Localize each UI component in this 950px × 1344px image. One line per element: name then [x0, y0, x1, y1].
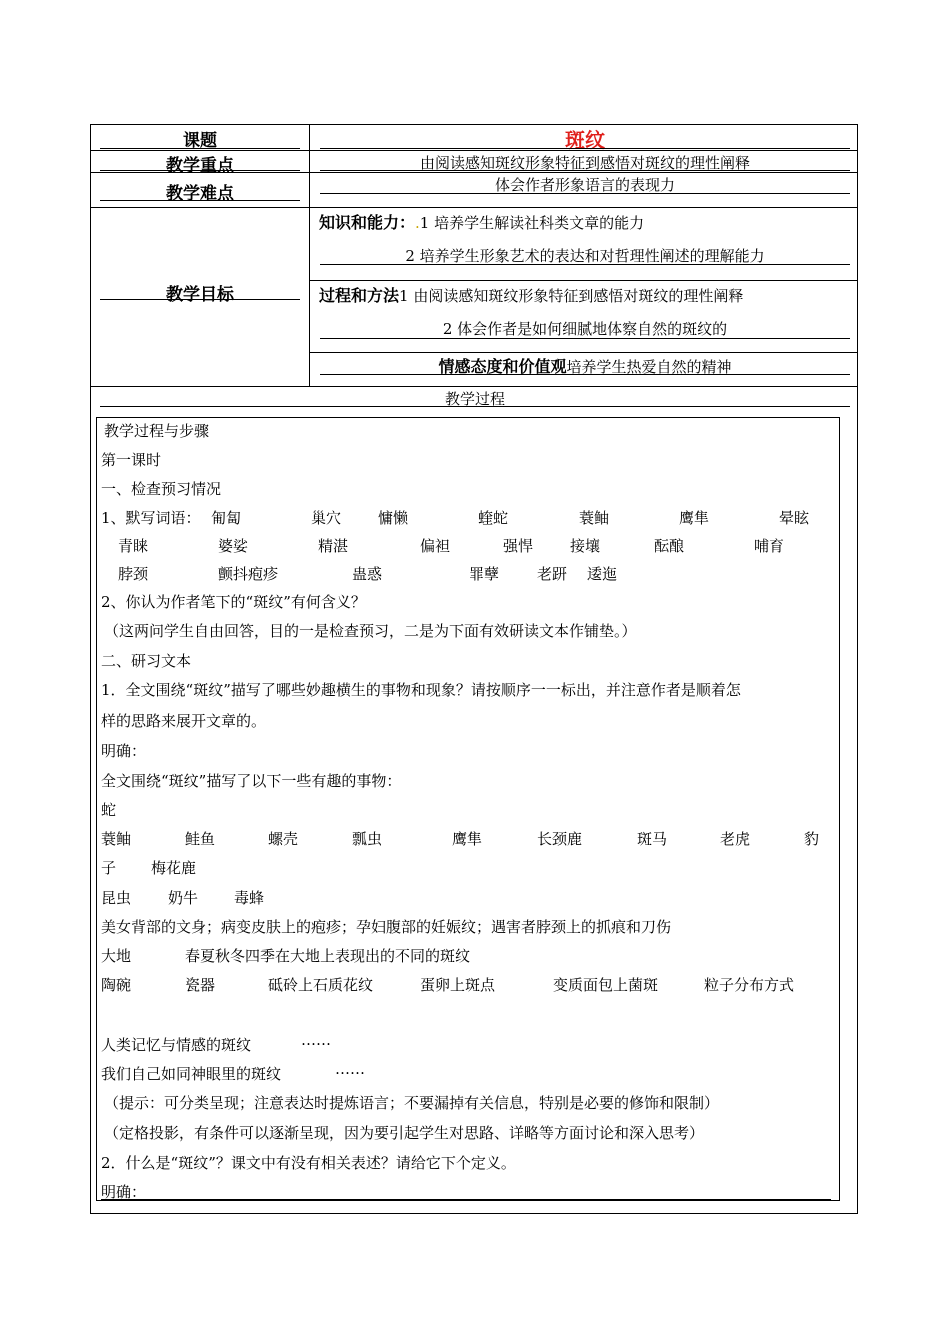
object-item: 瓷器: [185, 976, 216, 994]
question-2: 2、你认为作者笔下的“斑纹”有何含义？: [101, 593, 366, 611]
vocab-word: 巢穴: [311, 509, 342, 527]
underline: [100, 148, 300, 149]
ellipsis: ……: [335, 1060, 365, 1078]
human-items: 美女背部的文身；病变皮肤上的疱疹；孕妇腹部的妊娠纹；遇害者脖颈上的抓痕和刀伤: [101, 918, 672, 936]
object-item: 粒子分布方式: [704, 976, 795, 994]
vocab-word: 强悍: [503, 537, 534, 555]
vocab-word: 酝酿: [654, 537, 685, 555]
emotion-value: 培养学生热爱自然的精神: [566, 358, 732, 376]
underline: [320, 374, 850, 375]
vocab-word: 蛊惑: [352, 565, 383, 583]
question-3-line-1: 1．全文围绕“斑纹”描写了哪些妙趣横生的事物和现象？请按顺序一一标出，并注意作者是顺着怎: [101, 681, 741, 699]
vocab-word: 蝰蛇: [478, 509, 509, 527]
row-divider: [309, 352, 858, 353]
knowledge-item-2: 2 培养学生形象艺术的表达和对哲理性阐述的理解能力: [405, 247, 765, 265]
vocab-word: 偏袒: [420, 537, 451, 555]
section-1-heading: 一、检查预习情况: [101, 480, 222, 498]
answer-underline: [101, 1199, 831, 1200]
animal-item: 长颈鹿: [537, 830, 583, 848]
question-4: 2．什么是“斑纹”？课文中有没有相关表述？请给它下个定义。: [101, 1154, 516, 1172]
underline: [100, 299, 300, 300]
vocab-word: 逶迤: [587, 565, 618, 583]
vocab-word: 颤抖疱疹: [218, 565, 279, 583]
vocab-word: 晕眩: [779, 509, 810, 527]
goals-label: 教学目标: [166, 285, 234, 305]
emotion-label: 情感态度和价值观: [438, 357, 567, 376]
steps-title: 教学过程与步骤: [104, 422, 210, 440]
difficulty-value: 体会作者形象语言的表现力: [494, 176, 675, 194]
topic-value: 斑纹: [565, 128, 605, 152]
snake-item: 蛇: [101, 801, 117, 819]
process-header: 教学过程: [444, 390, 505, 408]
animal-item: 梅花鹿: [151, 859, 197, 877]
projection-note: （定格投影，有条件可以逐渐呈现，因为要引起学生对思路、详略等方面讨论和深入思考）: [104, 1124, 705, 1142]
underline: [320, 148, 850, 149]
underline: [320, 193, 850, 194]
ellipsis: ……: [301, 1031, 331, 1049]
vocab-word: 青睐: [118, 537, 149, 555]
lesson-period: 第一课时: [101, 451, 162, 469]
note-1: （这两问学生自由回答，目的一是检查预习，二是为下面有效研读文本作铺垫。）: [104, 622, 637, 640]
underline: [100, 406, 850, 407]
animal-item: 螺壳: [268, 830, 299, 848]
earth-value: 春夏秋冬四季在大地上表现出的不同的斑纹: [185, 947, 471, 965]
process-line-1: [319, 283, 743, 306]
column-divider: [309, 124, 310, 386]
clarify-label-2: 明确：: [101, 1183, 147, 1201]
vocab-word: 接壤: [570, 537, 601, 555]
earth-label: 大地: [101, 947, 132, 965]
question-3-line-2: 样的思路来展开文章的。: [101, 712, 267, 730]
key-point-label: 教学重点: [166, 156, 234, 176]
animal-item: 豹: [804, 830, 820, 848]
clarify-label: 明确：: [101, 742, 147, 760]
animal-item: 老虎: [720, 830, 751, 848]
row-divider: [309, 280, 858, 281]
vocab-word: 鹰隼: [679, 509, 710, 527]
vocab-word: 老趼: [537, 565, 568, 583]
vocab-word: 罪孽: [469, 565, 500, 583]
vocab-word: 匍匐: [211, 509, 242, 527]
dictation-label: 1、默写词语：: [101, 509, 201, 527]
vocab-word: 婆娑: [218, 537, 249, 555]
process-item-2: 2 体会作者是如何细腻地体察自然的斑纹的: [442, 320, 728, 338]
object-item: 变质面包上菌斑: [553, 976, 659, 994]
god-item: 我们自己如同神眼里的斑纹: [101, 1065, 282, 1083]
vocab-word: 精湛: [318, 537, 349, 555]
insect-item: 昆虫: [101, 889, 132, 907]
summary-line: 全文围绕“斑纹”描写了以下一些有趣的事物：: [101, 772, 402, 790]
animal-item: 瓢虫: [352, 830, 383, 848]
memory-item: 人类记忆与情感的斑纹: [101, 1036, 252, 1054]
underline: [320, 338, 850, 339]
underline: [100, 200, 300, 201]
animal-item: 鲑鱼: [185, 830, 216, 848]
process-label: 过程和方法: [319, 286, 400, 305]
object-item: 陶碗: [101, 976, 132, 994]
object-item: 蛋卵上斑点: [420, 976, 496, 994]
vocab-word: 脖颈: [118, 565, 149, 583]
insect-item: 奶牛: [168, 889, 199, 907]
row-divider: [90, 207, 858, 208]
process-item-1: 1 由阅读感知斑纹形象特征到感悟对斑纹的理性阐释: [399, 287, 744, 305]
knowledge-label: 知识和能力：: [319, 213, 416, 232]
row-divider: [90, 386, 858, 387]
animal-item: 鹰隼: [452, 830, 483, 848]
animal-item: 蓑鲉: [101, 830, 132, 848]
hint-note: （提示：可分类呈现；注意表达时提炼语言；不要漏掉有关信息，特别是必要的修饰和限制）: [104, 1094, 720, 1112]
animal-item: 子: [101, 859, 117, 877]
bullet-mark: .: [415, 214, 420, 232]
object-item: 砥砱上石质花纹: [268, 976, 374, 994]
vocab-word: 蓑鲉: [579, 509, 610, 527]
animal-item: 斑马: [637, 830, 668, 848]
knowledge-item-1: 1 培养学生解读社科类文章的能力: [419, 214, 645, 232]
knowledge-line-1: [319, 210, 644, 233]
topic-label: 课题: [183, 131, 217, 151]
section-2-heading: 二、研习文本: [101, 652, 192, 670]
difficulty-label: 教学难点: [166, 184, 234, 204]
underline: [100, 170, 300, 171]
insect-item: 毒蜂: [234, 889, 265, 907]
vocab-word: 慵懒: [378, 509, 409, 527]
underline: [320, 264, 850, 265]
vocab-word: 哺育: [754, 537, 785, 555]
key-point-value: 由阅读感知斑纹形象特征到感悟对斑纹的理性阐释: [419, 154, 750, 172]
underline: [320, 170, 850, 171]
